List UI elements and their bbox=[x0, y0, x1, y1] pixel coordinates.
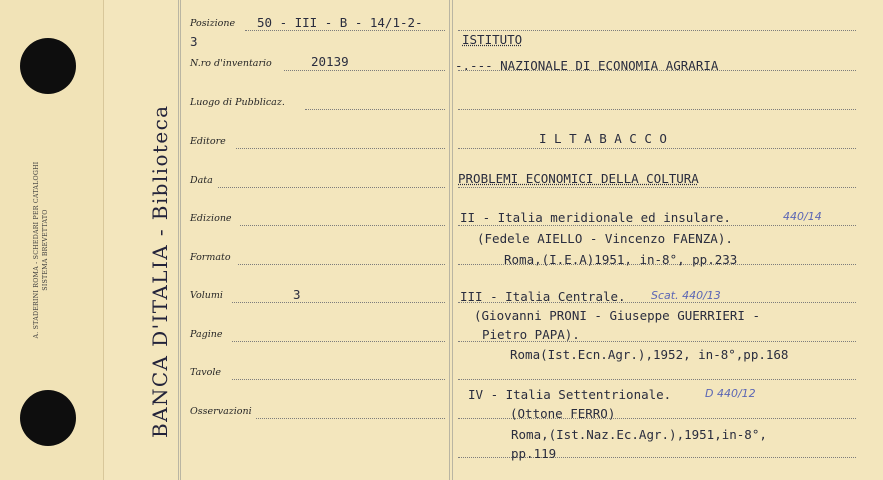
dots-data bbox=[218, 187, 445, 188]
dots-luogo bbox=[305, 109, 445, 110]
imprint-line-2: SISTEMA BREVETTATO bbox=[42, 209, 49, 291]
guide-5 bbox=[458, 187, 856, 188]
dots-edizione bbox=[240, 225, 445, 226]
dots-posizione bbox=[245, 30, 445, 31]
vol3-authors-cont: Pietro PAPA). bbox=[482, 327, 580, 342]
value-posizione-cont: 3 bbox=[190, 34, 198, 49]
vol2-shelfmark: 440/14 bbox=[783, 210, 822, 223]
label-edizione: Edizione bbox=[190, 213, 232, 224]
rule-left-1 bbox=[178, 0, 179, 480]
guide-4 bbox=[458, 148, 856, 149]
dots-inventario bbox=[284, 70, 445, 71]
vol4-authors: (Ottone FERRO) bbox=[510, 406, 616, 421]
card-stub bbox=[0, 0, 104, 480]
record-line-institute: ISTITUTO bbox=[462, 32, 523, 47]
rule-left-2 bbox=[180, 0, 181, 480]
label-tavole: Tavole bbox=[190, 367, 222, 378]
vol4-title: IV - Italia Settentrionale. bbox=[468, 387, 672, 402]
vol2-title: II - Italia meridionale ed insulare. bbox=[460, 210, 731, 225]
label-editore: Editore bbox=[190, 136, 226, 147]
vol4-imprint: Roma,(Ist.Naz.Ec.Agr.),1951,in-8°, bbox=[511, 427, 767, 442]
dots-tavole bbox=[232, 379, 445, 380]
label-inventario: N.ro d'inventario bbox=[190, 58, 272, 69]
rule-mid-2 bbox=[452, 0, 453, 480]
dots-formato bbox=[238, 264, 445, 265]
value-inventario: 20139 bbox=[311, 54, 349, 69]
value-volumi: 3 bbox=[293, 287, 301, 302]
value-posizione: 50 - III - B - 14/1-2- bbox=[257, 15, 423, 30]
record-line-institute-name: -.--- NAZIONALE DI ECONOMIA AGRARIA bbox=[455, 58, 719, 73]
vol3-authors: (Giovanni PRONI - Giuseppe GUERRIERI - bbox=[474, 308, 760, 323]
guide-6 bbox=[458, 225, 856, 226]
vol3-title: III - Italia Centrale. bbox=[460, 289, 626, 304]
imprint-line-1: A. STADERINI ROMA - SCHEDARI PER CATALOGHI bbox=[33, 161, 40, 339]
vol2-authors: (Fedele AIELLO - Vincenzo FAENZA). bbox=[477, 231, 733, 246]
label-data: Data bbox=[190, 175, 213, 186]
label-posizione: Posizione bbox=[190, 18, 236, 29]
dots-editore bbox=[236, 148, 445, 149]
guide-3 bbox=[458, 109, 856, 110]
library-title: BANCA D'ITALIA - Biblioteca bbox=[148, 104, 172, 438]
record-line-subtitle: PROBLEMI ECONOMICI DELLA COLTURA bbox=[458, 171, 699, 186]
dots-volumi bbox=[232, 302, 445, 303]
rule-mid-1 bbox=[449, 0, 450, 480]
dots-osservazioni bbox=[256, 418, 445, 419]
guide-1 bbox=[458, 30, 856, 31]
punch-hole-bottom bbox=[20, 390, 76, 446]
label-formato: Formato bbox=[190, 252, 231, 263]
label-volumi: Volumi bbox=[190, 290, 223, 301]
label-pagine: Pagine bbox=[190, 329, 223, 340]
vol4-shelfmark: D 440/12 bbox=[705, 387, 756, 400]
record-line-title: I L T A B A C C O bbox=[539, 131, 667, 146]
dots-pagine bbox=[232, 341, 445, 342]
label-luogo: Luogo di Pubblicaz. bbox=[190, 97, 285, 108]
label-osservazioni: Osservazioni bbox=[190, 406, 252, 417]
vol2-imprint: Roma,(I.E.A)1951, in-8°, pp.233 bbox=[504, 252, 738, 267]
punch-hole-top bbox=[20, 38, 76, 94]
guide-10 bbox=[458, 379, 856, 380]
vol3-imprint: Roma(Ist.Ecn.Agr.),1952, in-8°,pp.168 bbox=[510, 347, 789, 362]
vol3-shelfmark: Scat. 440/13 bbox=[651, 289, 721, 302]
vol4-pages: pp.119 bbox=[511, 446, 557, 461]
